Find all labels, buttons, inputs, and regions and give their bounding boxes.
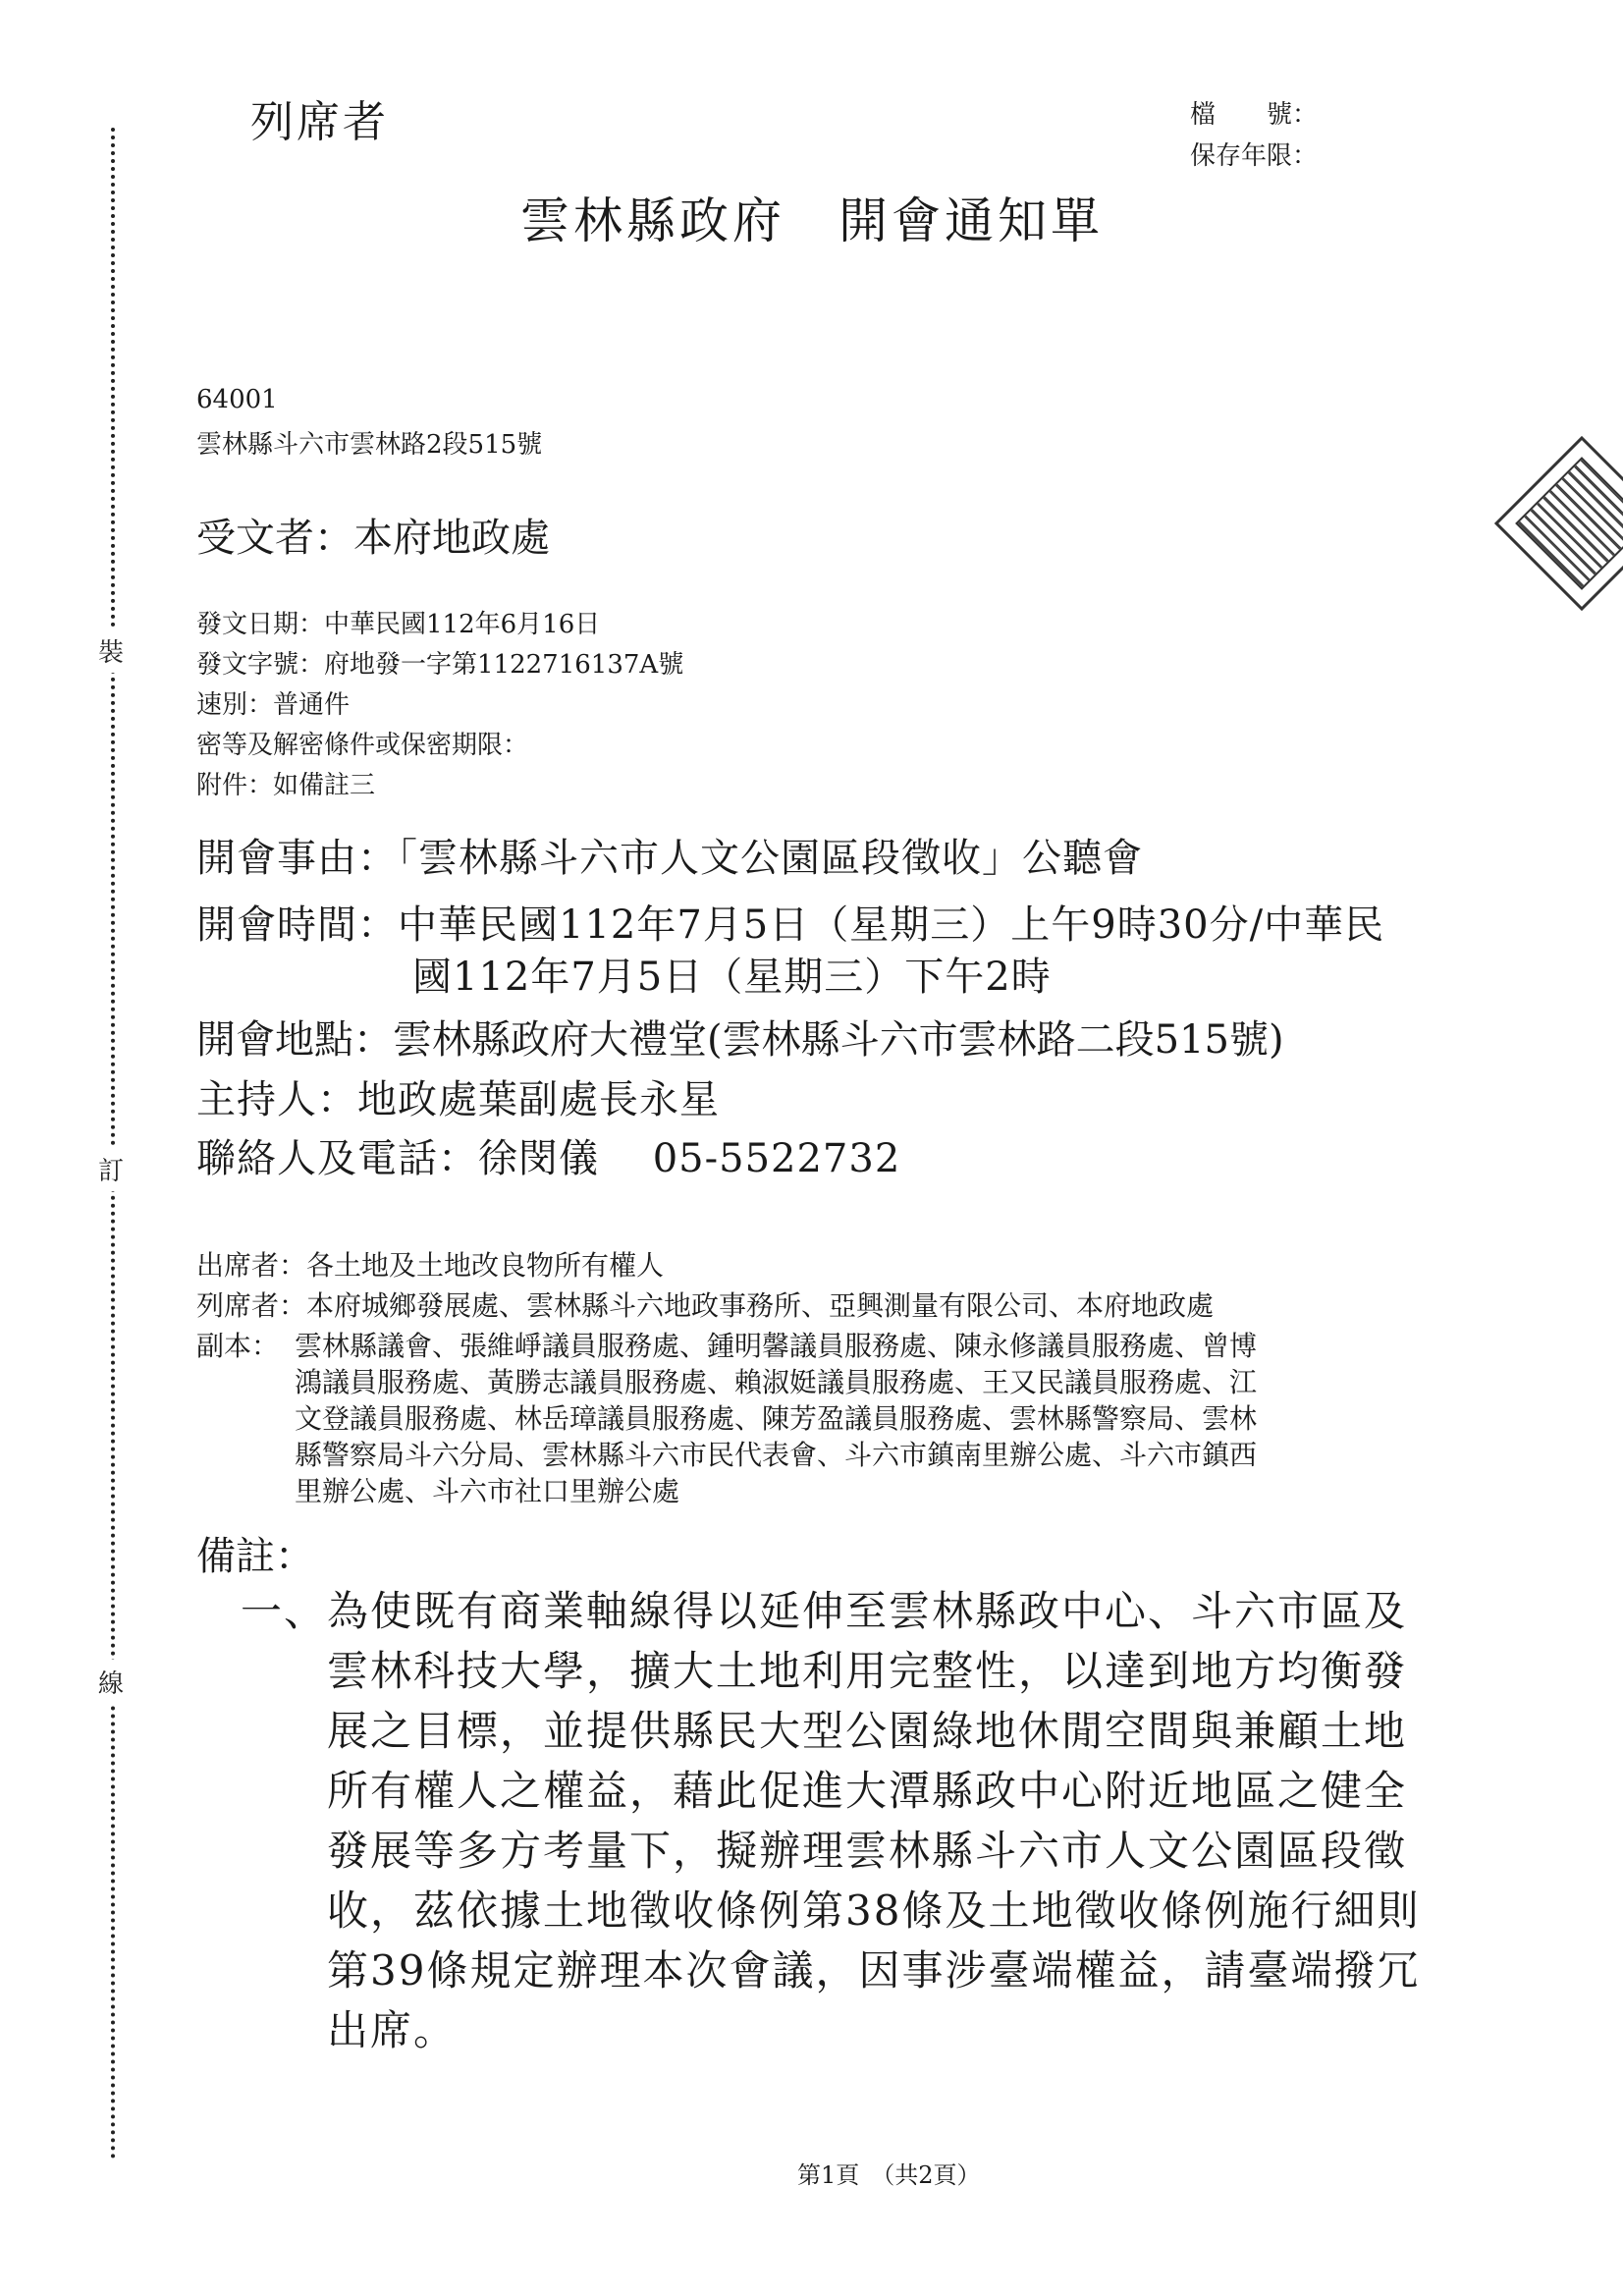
notes-line: 第39條規定辦理本次會議，因事涉臺端權益，請臺端撥冗 — [327, 1946, 1421, 1995]
cc-list — [295, 1328, 1257, 1509]
meeting-reason: 開會事由：「雲林縣斗六市人文公園區段徵收」公聽會 — [196, 836, 1143, 881]
cc-line: 雲林縣議會、張維崢議員服務處、鍾明馨議員服務處、陳永修議員服務處、曾博 — [295, 1330, 1258, 1362]
postal-code: 64001 — [196, 385, 278, 414]
cc-label: 副本： — [196, 1330, 280, 1362]
meeting-chair: 主持人：地政處葉副處長永星 — [196, 1077, 720, 1122]
handwritten-note: 列席者 — [250, 97, 389, 147]
doc-speed: 速別：普通件 — [196, 690, 351, 720]
meeting-contact: 聯絡人及電話：徐閔儀 05-5522732 — [196, 1136, 901, 1181]
retention-label: 保存年限： — [1190, 141, 1319, 171]
doc-attachment: 附件：如備註三 — [196, 771, 376, 800]
notes-line: 展之目標，並提供縣民大型公園綠地休閒空間與兼顧土地 — [327, 1707, 1408, 1755]
file-number-label: 檔 號： — [1190, 100, 1319, 130]
notes-label: 備註： — [196, 1534, 314, 1579]
meeting-time-cont: 國112年7月5日（星期三）下午2時 — [412, 955, 1052, 1000]
binding-dotted-line — [111, 128, 115, 2160]
binding-mark-xian: 線 — [98, 1660, 124, 1704]
attendees-present: 出席者：各土地及土地改良物所有權人 — [196, 1249, 665, 1282]
page-footer: 第1頁 （共2頁） — [797, 2161, 981, 2189]
cc-line: 文登議員服務處、林岳璋議員服務處、陳芳盈議員服務處、雲林縣警察局、雲林 — [295, 1402, 1258, 1435]
notes-line: 為使既有商業軸線得以延伸至雲林縣政中心、斗六市區及 — [327, 1587, 1408, 1635]
attendees-observers: 列席者：本府城鄉發展處、雲林縣斗六地政事務所、亞興測量有限公司、本府地政處 — [196, 1289, 1215, 1322]
sender-address: 雲林縣斗六市雲林路2段515號 — [196, 430, 543, 460]
meeting-place: 開會地點：雲林縣政府大禮堂(雲林縣斗六市雲林路二段515號) — [196, 1017, 1284, 1063]
page-title: 雲林縣政府 開會通知單 — [520, 192, 1104, 249]
notes-line: 發展等多方考量下，擬辦理雲林縣斗六市人文公園區段徵 — [327, 1827, 1408, 1875]
cc-line: 縣警察局斗六分局、雲林縣斗六市民代表會、斗六市鎮南里辦公處、斗六市鎮西 — [295, 1439, 1258, 1471]
notes-line: 收，茲依據土地徵收條例第38條及土地徵收條例施行細則 — [327, 1886, 1421, 1935]
doc-secrecy: 密等及解密條件或保密期限： — [196, 731, 529, 760]
doc-number: 發文字號：府地發一字第1122716137A號 — [196, 650, 684, 680]
cc-line: 里辦公處、斗六市社口里辦公處 — [295, 1475, 680, 1507]
notes-item-body — [327, 1581, 1420, 2060]
binding-mark-ding: 訂 — [98, 1147, 124, 1191]
doc-date: 發文日期：中華民國112年6月16日 — [196, 610, 601, 639]
cc-line: 鴻議員服務處、黃勝志議員服務處、賴淑娗議員服務處、王又民議員服務處、江 — [295, 1366, 1258, 1398]
recipient: 受文者：本府地政處 — [196, 516, 550, 561]
seal-stamp — [1494, 436, 1623, 611]
meeting-time: 開會時間：中華民國112年7月5日（星期三）上午9時30分/中華民 — [196, 902, 1385, 948]
notes-line: 雲林科技大學，擴大土地利用完整性，以達到地方均衡發 — [327, 1647, 1408, 1695]
notes-item-marker: 一、 — [241, 1587, 328, 1635]
notes-line: 所有權人之權益，藉此促進大潭縣政中心附近地區之健全 — [327, 1767, 1408, 1815]
notes-line: 出席。 — [327, 2006, 458, 2054]
binding-mark-zhuang: 裝 — [98, 629, 124, 673]
